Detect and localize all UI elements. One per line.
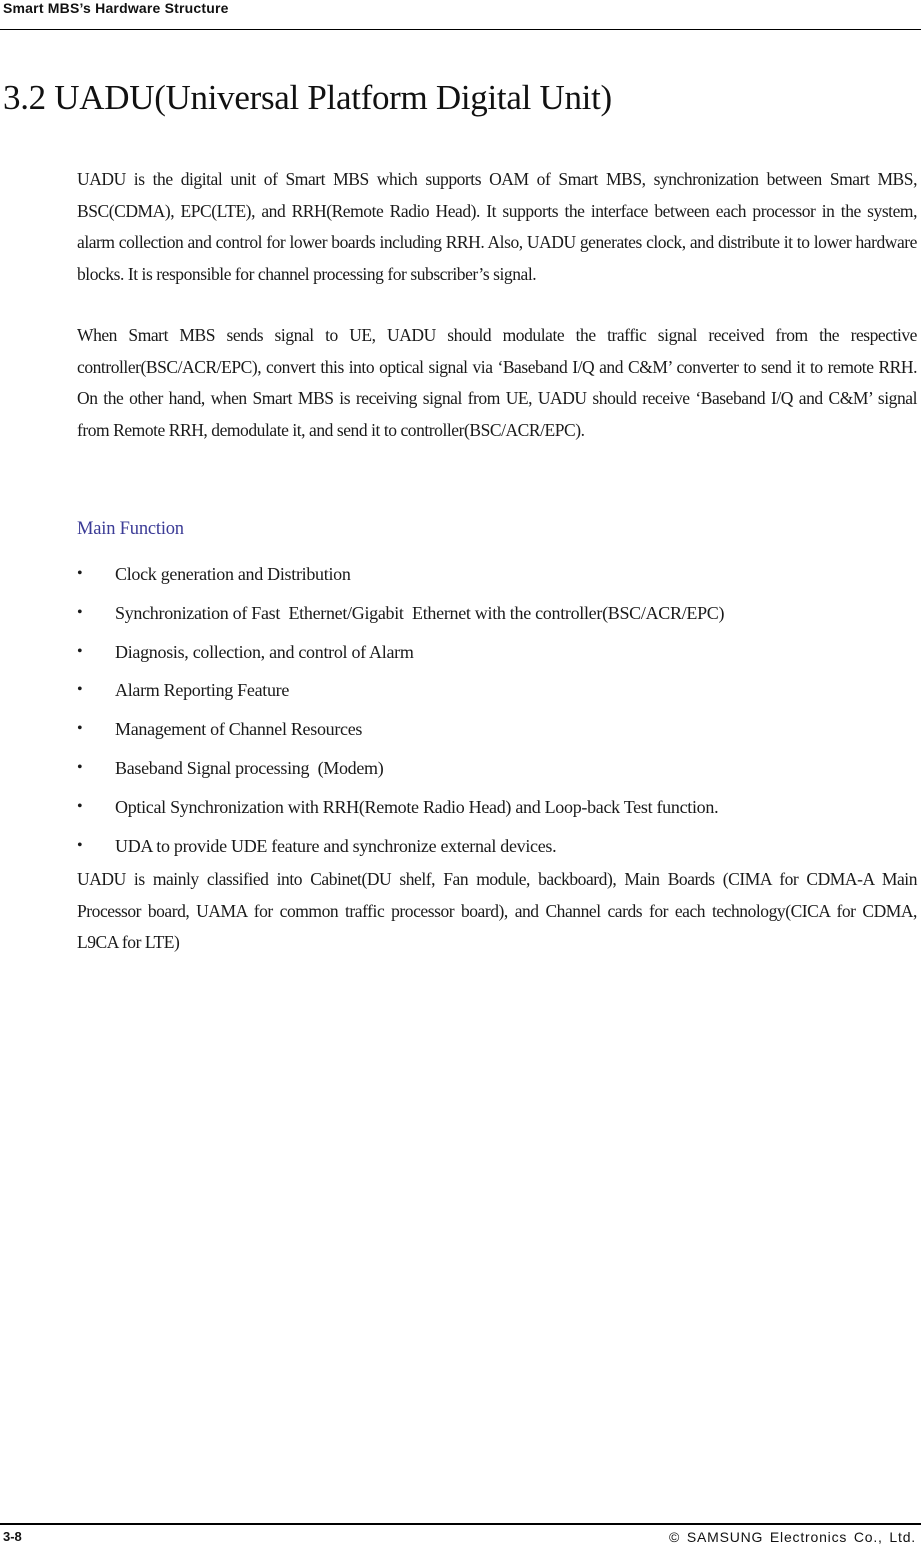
page-footer <box>0 1523 921 1555</box>
list-item-text: Baseband Signal processing (Modem) <box>115 757 384 778</box>
list-item-text: Clock generation and Distribution <box>115 564 351 584</box>
bullet-icon: • <box>77 642 83 660</box>
bullet-icon: • <box>77 797 83 815</box>
page-number: 3-8 <box>3 1529 22 1544</box>
bullet-icon: • <box>77 681 83 699</box>
list-item-text: Management of Channel Resources <box>115 719 363 740</box>
classification-paragraph: UADU is mainly classified into Cabinet(DU shelf, Fan module, backboard), Main Boards (CIMA for CDMA-A Main Processor board, UAMA for common traffic processor board), and Channel cards for each technology(CICA for CDMA, L9CA for LTE) <box>77 869 917 952</box>
signal-flow-paragraph: When Smart MBS sends signal to UE, UADU should modulate the traffic signal received from the respective controller(BSC/ACR/EPC), convert this into optical signal via ‘Baseband I/Q and C&M’ converter to send it to remote RRH. On the other hand, when Smart MBS is receiving signal from UE, UADU should receive ‘Baseband I/Q and C&M’ signal from Remote RRH, demodulate it, and send it to controller(BSC/ACR/EPC). <box>77 325 917 440</box>
page-header <box>0 0 921 30</box>
list-item-text: Alarm Reporting Feature <box>115 680 290 701</box>
list-item-text: Optical Synchronization with RRH(Remote Radio Head) and Loop-back Test function. <box>115 796 719 817</box>
list-item-text: Diagnosis, collection, and control of Alarm <box>115 641 414 662</box>
copyright-notice: © SAMSUNG Electronics Co., Ltd. <box>669 1529 916 1545</box>
bullet-icon: • <box>77 758 83 776</box>
bullet-icon: • <box>77 565 83 582</box>
section-title: 3.2 UADU(Universal Platform Digital Unit) <box>3 78 612 117</box>
bullet-icon: • <box>77 720 83 738</box>
bullet-icon: • <box>77 603 83 621</box>
header-title: Smart MBS’s Hardware Structure <box>3 0 229 16</box>
bullet-icon: • <box>77 836 83 854</box>
main-function-heading: Main Function <box>77 519 184 539</box>
list-item-text: UDA to provide UDE feature and synchronize external devices. <box>115 835 557 856</box>
intro-paragraph: UADU is the digital unit of Smart MBS which supports OAM of Smart MBS, synchronization between Smart MBS, BSC(CDMA), EPC(LTE), and RRH(Remote Radio Head). It supports the interface between each processor in the system, alarm collection and control for lower boards including RRH. Also, UADU generates clock, and distribute it to lower hardware blocks. It is responsible for channel processing for subscriber’s signal. <box>77 169 917 284</box>
list-item-text: Synchronization of Fast Ethernet/Gigabit Ethernet with the controller(BSC/ACR/EPC) <box>115 602 725 623</box>
